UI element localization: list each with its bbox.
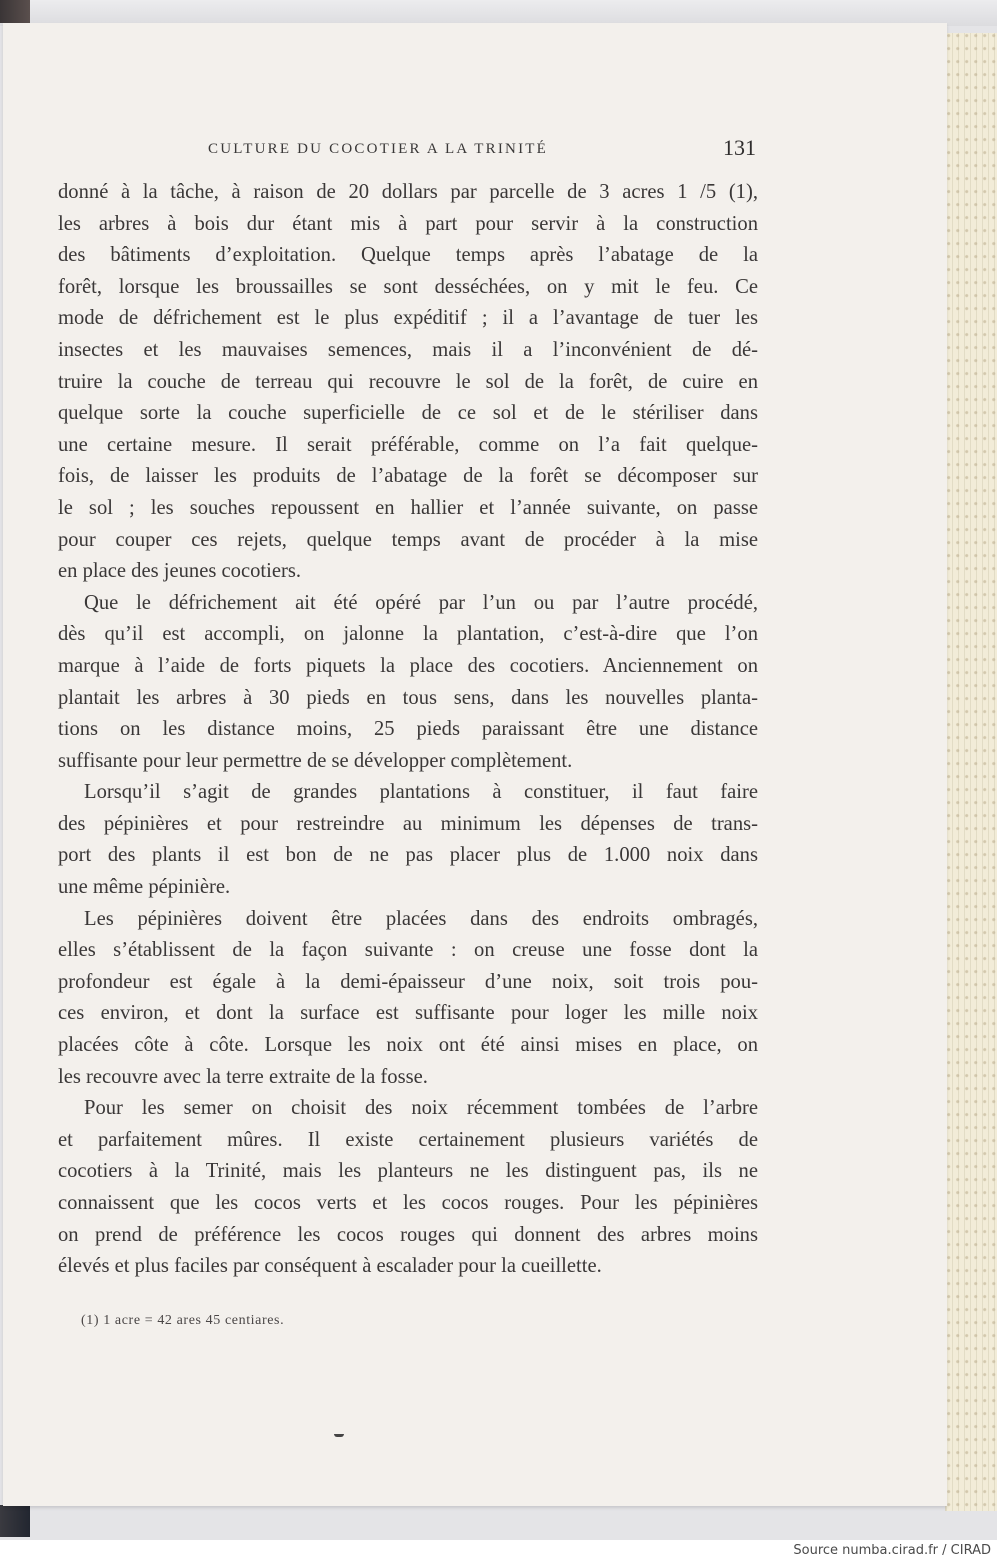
page-number: 131 [723,135,756,160]
paragraph-3 [58,777,758,903]
paragraph-1 [58,177,758,588]
text-line: des pépinières et pour restreindre au minimum les dépenses de trans- [58,812,758,835]
text-line: truire la couche de terreau qui recouvre le sol de la forêt, de cuire en [58,370,758,393]
text-line: profondeur est égale à la demi-épaisseur d’une noix, soit trois pou- [58,970,758,993]
text-line: plantait les arbres à 30 pieds en tous sens, dans les nouvelles planta- [58,686,758,709]
text-line: on prend de préférence les cocos rouges qui donnent des arbres moins [58,1223,758,1246]
text-line: dès qu’il est accompli, on jalonne la plantation, c’est-à-dire que l’on [58,623,758,646]
text-line: port des plants il est bon de ne pas placer plus de 1.000 noix dans [58,844,758,867]
text-line: ces environ, et dont la surface est suffisante pour loger les mille noix [58,1002,758,1025]
text-line: des bâtiments d’exploitation. Quelque temps après l’abatage de la [58,244,758,267]
book-page [3,23,947,1506]
text-line: Lorsqu’il s’agit de grandes plantations à constituer, il faut faire [84,781,758,804]
text-line: en place des jeunes cocotiers. [58,560,302,583]
paragraph-5 [58,1093,758,1283]
source-caption: Source numba.cirad.fr / CIRAD [793,1543,991,1558]
text-line: fois, de laisser les produits de l’abatage de la forêt se décomposer sur [58,465,758,488]
text-line: tions on les distance moins, 25 pieds paraissant être une distance [58,718,758,741]
paragraph-4 [58,904,758,1094]
text-line: elles s’établissent de la façon suivante : on creuse une fosse dont la [58,939,758,962]
body-text [58,177,758,1283]
text-line: Que le défrichement ait été opéré par l’un ou par l’autre procédé, [84,591,758,614]
text-line: une même pépinière. [58,876,231,899]
text-line: et parfaitement mûres. Il existe certainement plusieurs variétés de [58,1128,758,1151]
text-line: élevés et plus faciles par conséquent à escalader pour la cueillette. [58,1255,602,1278]
text-line: les arbres à bois dur étant mis à part pour servir à la construction [58,212,758,235]
text-line: insectes et les mauvaises semences, mais il a l’inconvénient de dé- [58,338,758,361]
text-line: cocotiers à la Trinité, mais les planteurs ne les distinguent pas, ils ne [58,1160,758,1183]
text-line: mode de défrichement est le plus expéditif ; il a l’avantage de tuer les [58,307,758,330]
text-line: marque à l’aide de forts piquets la place des cocotiers. Anciennement on [58,654,758,677]
text-line: les recouvre avec la terre extraite de la fosse. [58,1065,428,1088]
text-line: connaissent que les cocos verts et les cocos rouges. Pour les pépinières [58,1192,758,1214]
text-line: pour couper ces rejets, quelque temps avant de procéder à la mise [58,528,758,551]
text-line: donné à la tâche, à raison de 20 dollars par parcelle de 3 acres 1 /5 (1), [58,181,758,203]
book-cover-corner-top [0,0,30,23]
text-line: Les pépinières doivent être placées dans des endroits ombragés, [84,907,758,930]
text-line: quelque sorte la couche superficielle de ce sol et de le stériliser dans [58,402,758,425]
footnote: (1) 1 acre = 42 ares 45 centiares. [81,1313,285,1328]
text-line: le sol ; les souches repoussent en hallier et l’année suivante, on passe [58,496,758,519]
text-line: Pour les semer on choisit des noix récemment tombées de l’arbre [84,1097,758,1120]
book-cover-corner-bottom [0,1505,30,1537]
printer-mark [334,1434,344,1437]
paragraph-2 [58,588,758,778]
text-line: suffisante pour leur permettre de se développer complètement. [58,749,573,772]
running-title: CULTURE DU COCOTIER A LA TRINITÉ [208,141,548,157]
page-edges-stack [945,33,997,1511]
text-line: forêt, lorsque les broussailles se sont desséchées, on y mit le feu. Ce [58,275,758,298]
running-head [3,135,947,165]
text-line: placées côte à côte. Lorsque les noix ont été ainsi mises en place, on [58,1034,758,1057]
text-line: une certaine mesure. Il serait préférable, comme on l’a fait quelque- [58,433,758,456]
